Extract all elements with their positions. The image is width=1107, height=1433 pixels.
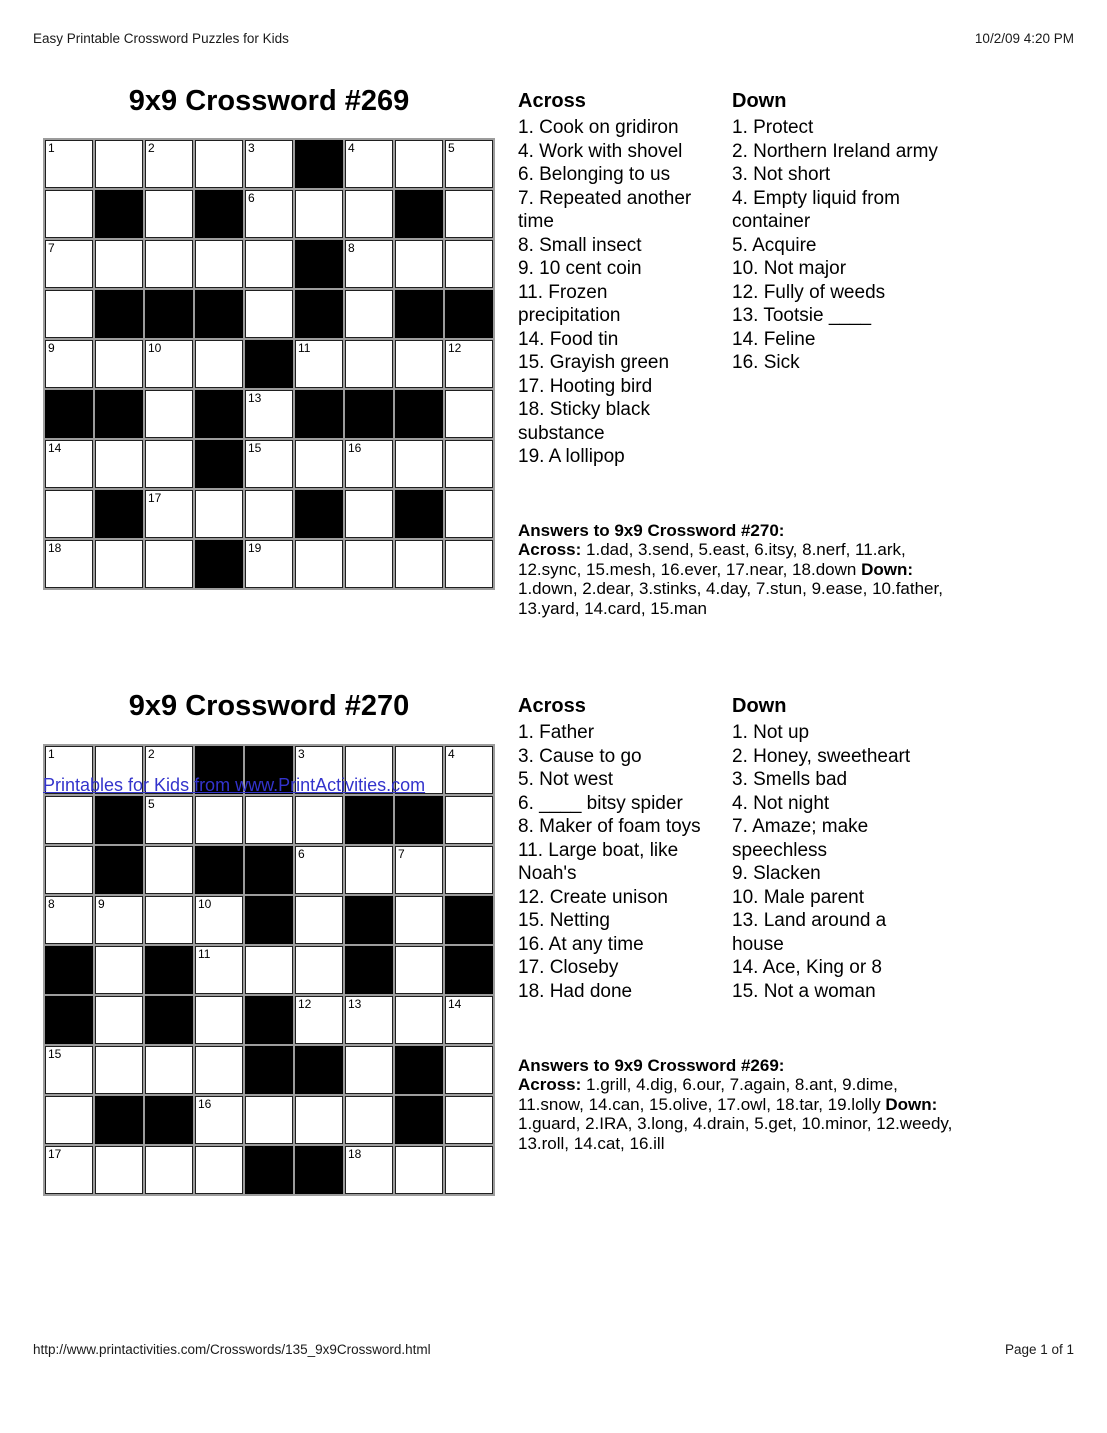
answers-line: 13.roll, 14.cat, 16.ill xyxy=(518,1133,665,1153)
grid-cell-black xyxy=(45,390,93,438)
grid-cell xyxy=(95,540,143,588)
cell-number: 9 xyxy=(48,341,55,355)
clue-item: 4. Work with shovel xyxy=(518,140,683,162)
cell-number: 11 xyxy=(298,341,311,355)
grid-cell-black xyxy=(195,440,243,488)
grid-cell xyxy=(45,1096,93,1144)
grid-cell xyxy=(245,946,293,994)
grid-cell-black xyxy=(195,846,243,894)
clue-item: 11. Large boat, like Noah's xyxy=(518,839,679,884)
clue-item: 2. Honey, sweetheart xyxy=(732,745,911,767)
cell-number: 15 xyxy=(48,1047,62,1061)
clue-item: 10. Not major xyxy=(732,258,847,279)
grid-cell xyxy=(345,240,393,288)
grid-cell-black xyxy=(95,846,143,894)
printactivities-link[interactable]: Printables for Kids from www.PrintActivities.com xyxy=(43,775,426,795)
clue-item: 13. Tootsie ____ xyxy=(732,305,872,326)
down-clue-list xyxy=(732,116,962,375)
across-clue-list xyxy=(518,116,708,469)
grid-cell-black xyxy=(345,896,393,944)
cell-number: 2 xyxy=(148,747,155,761)
grid-cell xyxy=(345,996,393,1044)
grid-cell xyxy=(45,846,93,894)
grid-cell xyxy=(195,340,243,388)
clue-item: 16. Sick xyxy=(732,352,800,373)
grid-cell-black xyxy=(295,240,343,288)
grid-cell xyxy=(295,996,343,1044)
answers-line: 11.snow, 14.can, 15.olive, 17.owl, 18.tar, 19.lolly Down: xyxy=(518,1094,938,1114)
grid-cell xyxy=(145,390,193,438)
grid-cell xyxy=(345,540,393,588)
cell-number: 5 xyxy=(448,141,455,155)
grid-cell-black xyxy=(95,1096,143,1144)
footer-page-number: Page 1 of 1 xyxy=(1004,1342,1074,1357)
clue-item: 1. Cook on gridiron xyxy=(518,117,679,138)
grid-cell xyxy=(195,896,243,944)
grid-cell-black xyxy=(245,896,293,944)
grid-cell xyxy=(345,1096,393,1144)
grid-cell xyxy=(395,240,443,288)
grid-cell xyxy=(295,540,343,588)
grid-cell xyxy=(45,490,93,538)
cell-number: 17 xyxy=(48,1147,62,1161)
grid-cell xyxy=(245,1096,293,1144)
clue-item: 6. ____ bitsy spider xyxy=(518,792,683,814)
grid-cell-black xyxy=(395,190,443,238)
clue-item: 7. Repeated another time xyxy=(518,187,692,232)
grid-cell xyxy=(195,796,243,844)
clues-269-down xyxy=(732,90,962,375)
cell-number: 10 xyxy=(148,341,162,355)
cell-number: 4 xyxy=(348,141,355,155)
grid-cell-black xyxy=(295,490,343,538)
grid-cell xyxy=(445,190,493,238)
grid-cell-black xyxy=(295,290,343,338)
answers-270-block xyxy=(518,521,998,618)
clue-item: 10. Male parent xyxy=(732,886,865,908)
clue-item: 18. Sticky black substance xyxy=(518,399,650,444)
grid-cell xyxy=(45,340,93,388)
answers-269-block xyxy=(518,1056,998,1153)
grid-cell-black xyxy=(195,540,243,588)
grid-cell-black xyxy=(195,290,243,338)
grid-cell xyxy=(445,1046,493,1094)
grid-cell xyxy=(345,440,393,488)
grid-cell xyxy=(145,440,193,488)
grid-cell xyxy=(45,796,93,844)
grid-cell-black xyxy=(95,796,143,844)
grid-cell xyxy=(245,390,293,438)
across-heading: Across xyxy=(518,695,586,717)
grid-cell-black xyxy=(145,290,193,338)
clue-item: 18. Had done xyxy=(518,980,633,1002)
grid-cell xyxy=(445,996,493,1044)
grid-cell xyxy=(295,440,343,488)
clue-item: 8. Small insect xyxy=(518,234,642,256)
grid-cell xyxy=(95,996,143,1044)
clue-item: 16. At any time xyxy=(518,933,644,955)
grid-cell xyxy=(95,1046,143,1094)
grid-cell xyxy=(95,140,143,188)
cell-number: 2 xyxy=(148,141,155,155)
grid-cell xyxy=(445,390,493,438)
grid-cell-black xyxy=(345,946,393,994)
grid-cell-black xyxy=(295,1146,343,1194)
clue-item: 14. Food tin xyxy=(518,328,619,350)
cell-number: 16 xyxy=(348,441,362,455)
grid-cell-black xyxy=(245,340,293,388)
clue-item: 1. Protect xyxy=(732,117,814,138)
grid-cell xyxy=(195,240,243,288)
grid-cell xyxy=(445,746,493,794)
clue-item: 9. Slacken xyxy=(732,863,821,884)
cell-number: 6 xyxy=(248,191,255,205)
cell-number: 8 xyxy=(48,897,55,911)
cell-number: 16 xyxy=(198,1097,212,1111)
grid-cell-black xyxy=(295,140,343,188)
clue-item: 14. Ace, King or 8 xyxy=(732,957,882,978)
grid-cell xyxy=(295,796,343,844)
cell-number: 13 xyxy=(348,997,362,1011)
cell-number: 13 xyxy=(248,391,262,405)
grid-cell xyxy=(45,190,93,238)
clue-item: 2. Northern Ireland army xyxy=(732,140,938,162)
grid-cell xyxy=(295,896,343,944)
grid-cell xyxy=(95,896,143,944)
grid-cell xyxy=(345,1046,393,1094)
grid-cell xyxy=(345,846,393,894)
crossword-grid-270 xyxy=(43,744,495,1196)
grid-cell xyxy=(145,540,193,588)
clue-item: 15. Not a woman xyxy=(732,980,876,1002)
grid-cell-black xyxy=(45,946,93,994)
grid-cell-black xyxy=(245,996,293,1044)
grid-cell xyxy=(245,796,293,844)
grid-cell xyxy=(445,846,493,894)
grid-cell xyxy=(395,1146,443,1194)
clue-item: 14. Feline xyxy=(732,328,816,350)
grid-cell-black xyxy=(445,896,493,944)
grid-cell-black xyxy=(445,946,493,994)
grid-cell xyxy=(145,1046,193,1094)
grid-cell xyxy=(445,1096,493,1144)
clue-item: 5. Not west xyxy=(518,769,614,790)
grid-cell-black xyxy=(395,1046,443,1094)
grid-cell-black xyxy=(95,190,143,238)
grid-cell xyxy=(445,490,493,538)
grid-cell xyxy=(345,490,393,538)
answers-lines xyxy=(518,540,998,618)
grid-cell-black xyxy=(145,946,193,994)
grid-cell-black xyxy=(395,1096,443,1144)
answers-line: Across: 1.dad, 3.send, 5.east, 6.itsy, 8.nerf, 11.ark, xyxy=(518,540,906,560)
grid-cell xyxy=(145,240,193,288)
grid-cell xyxy=(95,340,143,388)
clues-269-across xyxy=(518,90,708,469)
cell-number: 9 xyxy=(98,897,105,911)
grid-cell xyxy=(295,846,343,894)
clue-item: 12. Create unison xyxy=(518,886,668,908)
cell-number: 15 xyxy=(248,441,262,455)
grid-cell xyxy=(395,540,443,588)
grid-cell-black xyxy=(195,190,243,238)
grid-cell xyxy=(195,140,243,188)
puzzle-269-title: 9x9 Crossword #269 xyxy=(128,85,410,117)
grid-cell xyxy=(345,190,393,238)
down-heading: Down xyxy=(732,695,787,717)
grid-cell xyxy=(45,540,93,588)
grid-cell-black xyxy=(295,1046,343,1094)
clue-item: 8. Maker of foam toys xyxy=(518,816,701,837)
grid-cell-black xyxy=(345,390,393,438)
answers-line: 12.sync, 15.mesh, 16.ever, 17.near, 18.down Down: xyxy=(518,559,913,579)
grid-cell xyxy=(445,796,493,844)
grid-cell xyxy=(45,140,93,188)
grid-cell xyxy=(395,996,443,1044)
clue-item: 19. A lollipop xyxy=(518,446,625,467)
grid-cell-black xyxy=(245,1146,293,1194)
across-heading: Across xyxy=(518,90,586,112)
grid-cell xyxy=(395,340,443,388)
clue-item: 3. Cause to go xyxy=(518,745,642,767)
clue-item: 17. Hooting bird xyxy=(518,375,653,397)
cell-number: 8 xyxy=(348,241,355,255)
clue-item: 15. Grayish green xyxy=(518,352,670,373)
grid-cell xyxy=(395,846,443,894)
down-heading: Down xyxy=(732,90,787,112)
answers-heading: Answers to 9x9 Crossword #270: xyxy=(518,521,785,540)
grid-cell xyxy=(95,946,143,994)
grid-cell xyxy=(245,490,293,538)
grid-cell xyxy=(345,340,393,388)
grid-cell xyxy=(445,340,493,388)
answers-line: 13.yard, 14.card, 15.man xyxy=(518,598,708,618)
grid-cell xyxy=(45,240,93,288)
grid-cell-black xyxy=(345,796,393,844)
grid-cell xyxy=(295,1096,343,1144)
clues-270-across xyxy=(518,695,713,1003)
cell-number: 14 xyxy=(48,441,62,455)
cell-number: 18 xyxy=(348,1147,362,1161)
clue-item: 1. Not up xyxy=(732,722,810,743)
clue-item: 5. Acquire xyxy=(732,234,817,256)
clue-item: 1. Father xyxy=(518,722,595,743)
grid-cell-black xyxy=(445,290,493,338)
grid-cell-black xyxy=(145,996,193,1044)
grid-cell xyxy=(45,1146,93,1194)
grid-cell xyxy=(395,440,443,488)
grid-cell xyxy=(45,1046,93,1094)
grid-cell xyxy=(145,896,193,944)
grid-cell-black xyxy=(395,390,443,438)
grid-cell-black xyxy=(145,1096,193,1144)
clue-item: 3. Not short xyxy=(732,164,831,185)
clue-item: 4. Empty liquid from container xyxy=(732,187,900,232)
grid-cell xyxy=(445,140,493,188)
grid-cell-black xyxy=(395,796,443,844)
header-datetime: 10/2/09 4:20 PM xyxy=(974,31,1074,46)
grid-cell xyxy=(445,540,493,588)
grid-cell xyxy=(145,846,193,894)
grid-cell xyxy=(395,140,443,188)
grid-cell xyxy=(345,140,393,188)
grid-cell xyxy=(245,140,293,188)
cell-number: 3 xyxy=(248,141,255,155)
grid-cell xyxy=(145,796,193,844)
grid-cell xyxy=(45,290,93,338)
clue-item: 17. Closeby xyxy=(518,957,619,978)
cell-number: 14 xyxy=(448,997,462,1011)
grid-cell xyxy=(95,440,143,488)
clue-item: 3. Smells bad xyxy=(732,769,848,790)
grid-cell-black xyxy=(295,390,343,438)
cell-number: 10 xyxy=(198,897,212,911)
grid-cell xyxy=(195,1046,243,1094)
answers-line: 1.guard, 2.IRA, 3.long, 4.drain, 5.get, 10.minor, 12.weedy, xyxy=(518,1114,953,1134)
clue-item: 13. Land around a house xyxy=(732,910,887,955)
grid-cell-black xyxy=(95,490,143,538)
grid-cell xyxy=(295,190,343,238)
grid-cell xyxy=(45,440,93,488)
footer-url: http://www.printactivities.com/Crosswords/135_9x9Crossword.html xyxy=(33,1342,431,1357)
cell-number: 19 xyxy=(248,541,262,555)
grid-cell xyxy=(145,1146,193,1194)
grid-cell xyxy=(195,1096,243,1144)
grid-cell-black xyxy=(395,490,443,538)
clue-item: 12. Fully of weeds xyxy=(732,281,886,303)
grid-cell xyxy=(395,896,443,944)
cell-number: 3 xyxy=(298,747,305,761)
cell-number: 1 xyxy=(48,747,55,761)
cell-number: 12 xyxy=(298,997,312,1011)
grid-cell xyxy=(445,240,493,288)
crossword-grid-269 xyxy=(43,138,495,590)
cell-number: 12 xyxy=(448,341,462,355)
answers-lines xyxy=(518,1075,998,1153)
answers-line: 1.down, 2.dear, 3.stinks, 4.day, 7.stun, 9.ease, 10.father, xyxy=(518,579,943,599)
cell-number: 6 xyxy=(298,847,305,861)
cell-number: 4 xyxy=(448,747,455,761)
grid-cell xyxy=(445,1146,493,1194)
grid-cell xyxy=(145,190,193,238)
grid-cell-black xyxy=(245,846,293,894)
clue-item: 7. Amaze; make speechless xyxy=(732,816,869,861)
grid-cell xyxy=(245,240,293,288)
cell-number: 18 xyxy=(48,541,62,555)
grid-cell xyxy=(245,440,293,488)
grid-cell xyxy=(245,290,293,338)
clue-item: 11. Frozen precipitation xyxy=(518,281,621,326)
cell-number: 17 xyxy=(148,491,162,505)
grid-cell xyxy=(195,490,243,538)
grid-cell xyxy=(95,240,143,288)
cell-number: 1 xyxy=(48,141,55,155)
cell-number: 7 xyxy=(398,847,405,861)
clue-item: 15. Netting xyxy=(518,910,610,931)
grid-cell xyxy=(195,1146,243,1194)
grid-cell xyxy=(195,996,243,1044)
grid-cell xyxy=(245,540,293,588)
header-document-title: Easy Printable Crossword Puzzles for Kids xyxy=(33,31,289,46)
grid-cell xyxy=(95,1146,143,1194)
grid-cell xyxy=(295,340,343,388)
grid-cell-black xyxy=(95,390,143,438)
grid-cell-black xyxy=(95,290,143,338)
grid-cell-black xyxy=(245,1046,293,1094)
grid-cell xyxy=(145,340,193,388)
answers-heading: Answers to 9x9 Crossword #269: xyxy=(518,1056,785,1075)
clue-item: 6. Belonging to us xyxy=(518,164,671,185)
grid-cell-black xyxy=(395,290,443,338)
clue-item: 9. 10 cent coin xyxy=(518,258,642,279)
cell-number: 7 xyxy=(48,241,55,255)
cell-number: 11 xyxy=(198,947,211,961)
grid-cell-black xyxy=(195,390,243,438)
grid-cell xyxy=(195,946,243,994)
answers-line: Across: 1.grill, 4.dig, 6.our, 7.again, 8.ant, 9.dime, xyxy=(518,1075,898,1095)
down-clue-list xyxy=(732,721,932,1003)
clue-item: 4. Not night xyxy=(732,792,830,814)
cell-number: 5 xyxy=(148,797,155,811)
grid-cell-black xyxy=(45,996,93,1044)
grid-cell xyxy=(45,896,93,944)
across-clue-list xyxy=(518,721,713,1003)
grid-cell xyxy=(345,1146,393,1194)
grid-cell xyxy=(445,440,493,488)
grid-cell xyxy=(295,946,343,994)
clues-270-down xyxy=(732,695,932,1003)
grid-cell xyxy=(145,490,193,538)
grid-cell xyxy=(245,190,293,238)
grid-cell xyxy=(345,290,393,338)
grid-cell xyxy=(145,140,193,188)
puzzle-270-title: 9x9 Crossword #270 xyxy=(128,690,410,722)
grid-cell xyxy=(395,946,443,994)
